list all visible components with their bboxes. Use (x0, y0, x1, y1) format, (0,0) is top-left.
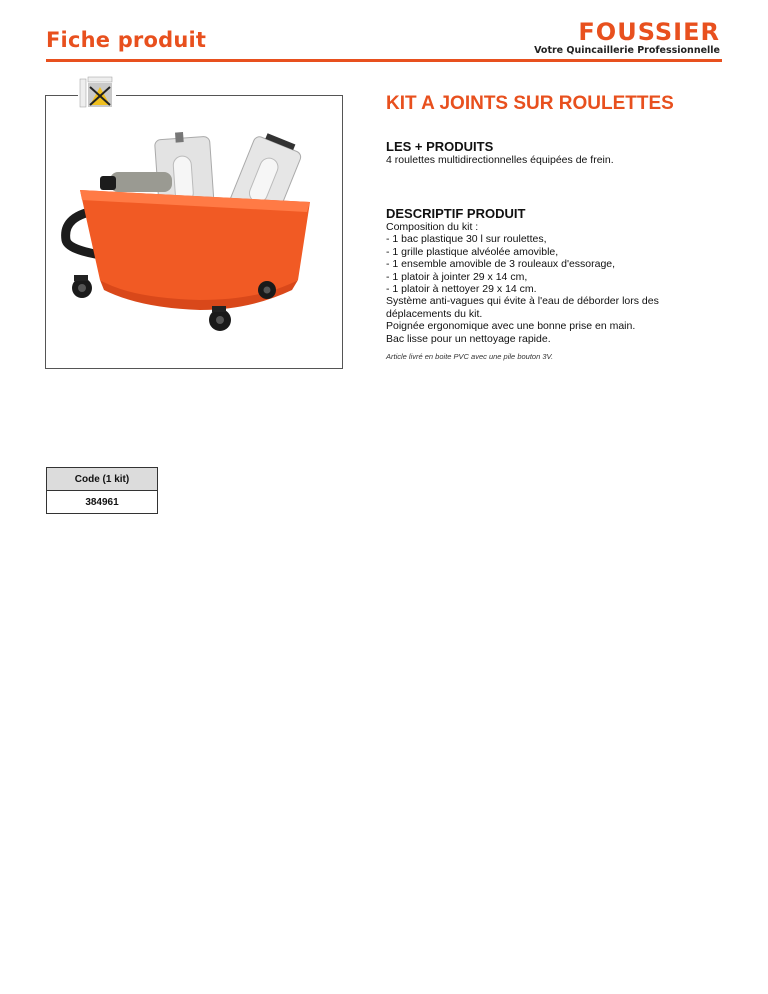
header-rule (46, 59, 722, 62)
maker-logo-icon (78, 75, 116, 111)
brand-tagline: Votre Quincaillerie Professionnelle (534, 45, 720, 56)
description-line: Bac lisse pour un nettoyage rapide. (386, 332, 551, 345)
brand-logo (534, 20, 720, 56)
code-table-header: Code (1 kit) (47, 468, 158, 491)
product-title: KIT A JOINTS SUR ROULETTES (386, 93, 674, 114)
description-line: Poignée ergonomique avec une bonne prise en main. (386, 320, 636, 333)
description-line: Système anti-vagues qui évite à l'eau de déborder lors des déplacements du kit. (386, 295, 659, 320)
description-line: - 1 grille plastique alvéolée amovible, (386, 245, 559, 258)
description-heading: DESCRIPTIF PRODUIT (386, 206, 526, 221)
description-line: - 1 platoir à jointer 29 x 14 cm, (386, 270, 528, 283)
product-photo (60, 130, 330, 340)
delivery-note: Article livré en boite PVC avec une pile bouton 3V. (386, 352, 554, 361)
description-line: Composition du kit : (386, 221, 479, 233)
plus-text: 4 roulettes multidirectionnelles équipées de frein. (386, 154, 614, 166)
description-line: - 1 ensemble amovible de 3 rouleaux d'essorage, (386, 258, 616, 271)
page-header-title: Fiche produit (46, 28, 207, 52)
description-line: - 1 platoir à nettoyer 29 x 14 cm. (386, 283, 537, 296)
description-text (386, 221, 686, 345)
product-code-table (46, 467, 158, 514)
code-table-value: 384961 (47, 491, 158, 514)
brand-name: FOUSSIER (578, 18, 720, 46)
description-line: - 1 bac plastique 30 l sur roulettes, (386, 233, 547, 246)
plus-heading: LES + PRODUITS (386, 139, 494, 154)
